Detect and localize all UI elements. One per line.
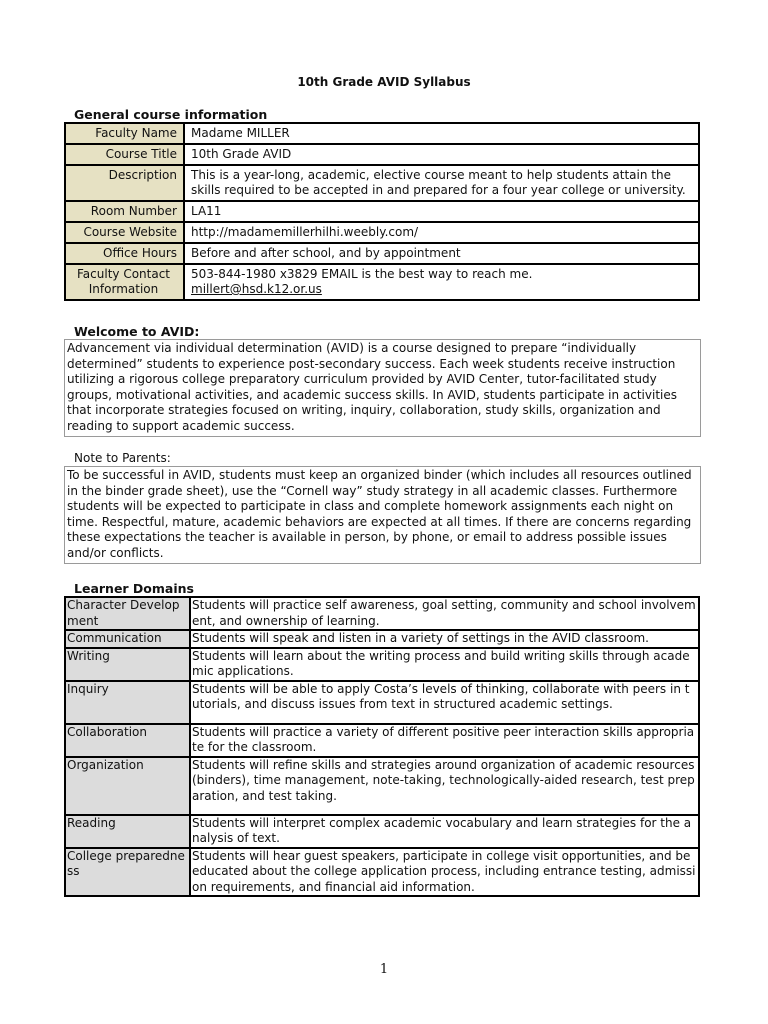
domain-description: Students will interpret complex academic vocabulary and learn strategies for the analysis of text. — [190, 815, 699, 848]
faculty-name-label: Faculty Name — [65, 123, 184, 144]
general-info-heading: General course information — [74, 107, 268, 122]
page-title: 10th Grade AVID Syllabus — [297, 75, 471, 89]
table-row — [65, 264, 699, 300]
faculty-contact-label: Faculty Contact Information — [65, 264, 184, 300]
domain-label: Reading — [65, 815, 190, 848]
learner-domains-heading: Learner Domains — [74, 581, 194, 596]
table-row — [65, 848, 699, 897]
domain-description: Students will practice a variety of different positive peer interaction skills appropriate for the classroom. — [190, 724, 699, 757]
table-row — [65, 144, 699, 165]
domain-label: Inquiry — [65, 681, 190, 724]
domain-description: Students will refine skills and strategies around organization of academic resources (binders), time management, note-taking, technologically-aided research, test preparation, and test taking. — [190, 757, 699, 815]
table-row — [65, 222, 699, 243]
description-label: Description — [65, 165, 184, 201]
table-row — [65, 757, 699, 815]
contact-phone-text: 503-844-1980 x3829 EMAIL is the best way to reach me. — [191, 267, 533, 281]
room-number-value: LA11 — [184, 201, 699, 222]
room-number-label: Room Number — [65, 201, 184, 222]
table-row — [65, 815, 699, 848]
course-website-label: Course Website — [65, 222, 184, 243]
domain-description: Students will hear guest speakers, participate in college visit opportunities, and be educated about the college application process, including entrance testing, admission requirements, and financial aid information. — [190, 848, 699, 897]
table-row — [65, 597, 699, 630]
table-row — [65, 630, 699, 648]
page-number: 1 — [379, 962, 389, 977]
table-row — [65, 681, 699, 724]
domain-label: Communication — [65, 630, 190, 648]
table-row — [65, 724, 699, 757]
office-hours-label: Office Hours — [65, 243, 184, 264]
faculty-name-value: Madame MILLER — [184, 123, 699, 144]
domain-description: Students will learn about the writing process and build writing skills through academic applications. — [190, 648, 699, 681]
domain-label: Writing — [65, 648, 190, 681]
course-title-value: 10th Grade AVID — [184, 144, 699, 165]
domain-description: Students will be able to apply Costa’s levels of thinking, collaborate with peers in tutorials, and discuss issues from text in structured academic settings. — [190, 681, 699, 724]
office-hours-value: Before and after school, and by appointment — [184, 243, 699, 264]
general-info-table — [64, 122, 700, 301]
course-title-label: Course Title — [65, 144, 184, 165]
domain-description: Students will practice self awareness, goal setting, community and school involvement, and ownership of learning. — [190, 597, 699, 630]
parents-heading: Note to Parents: — [74, 451, 171, 465]
email-link[interactable]: millert@hsd.k12.or.us — [191, 282, 322, 296]
table-row — [65, 123, 699, 144]
description-value: This is a year-long, academic, elective course meant to help students attain the skills required to be accepted in and prepared for a four year college or university. — [184, 165, 699, 201]
table-row — [65, 243, 699, 264]
domain-label: Character Development — [65, 597, 190, 630]
parents-text: To be successful in AVID, students must keep an organized binder (which includes all resources outlined in the binder grade sheet), use the “Cornell way” study strategy in all academic classes. Furthermore students will be expected to participate in class and complete homework assignments each night on time. Respectful, mature, academic behaviors are expected at all times. If there are concerns regarding these expectations the teacher is available in person, by phone, or email to address possible issues and/or conflicts. — [64, 466, 701, 564]
faculty-contact-value — [184, 264, 699, 300]
domain-label: College preparedness — [65, 848, 190, 897]
welcome-heading: Welcome to AVID: — [74, 324, 200, 339]
course-website-value[interactable]: http://madamemillerhilhi.weebly.com/ — [184, 222, 699, 243]
table-row — [65, 165, 699, 201]
domain-label: Collaboration — [65, 724, 190, 757]
table-row — [65, 648, 699, 681]
learner-domains-table — [64, 596, 700, 897]
domain-description: Students will speak and listen in a variety of settings in the AVID classroom. — [190, 630, 699, 648]
table-row — [65, 201, 699, 222]
welcome-text: Advancement via individual determination (AVID) is a course designed to prepare “individually determined” students to experience post-secondary success. Each week students receive instruction utilizing a rigorous college preparatory curriculum provided by AVID Center, tutor-facilitated study groups, motivational activities, and academic success skills. In AVID, students participate in activities that incorporate strategies focused on writing, inquiry, collaboration, study skills, organization and reading to support academic success. — [64, 339, 701, 437]
domain-label: Organization — [65, 757, 190, 815]
